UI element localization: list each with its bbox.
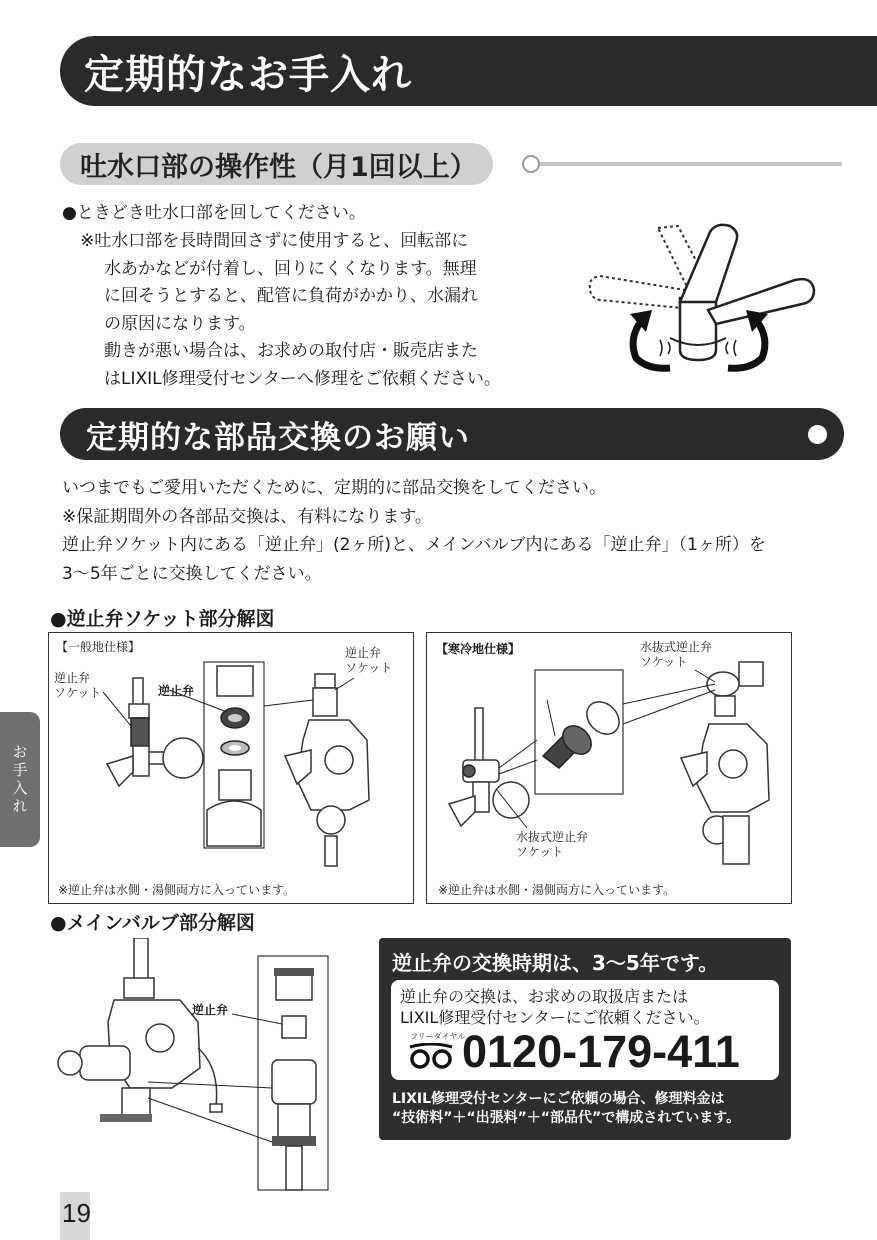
label-line: 水抜式逆止弁 (516, 830, 589, 844)
label-line: 逆止弁 (54, 671, 91, 685)
section1-dot (522, 155, 540, 173)
intro-line: ※保証期間外の各部品交換は、有料になります。 (62, 506, 432, 527)
note-line: はLIXIL修理受付センターへ修理をご依頼ください。 (104, 368, 501, 389)
label-line: ソケット (54, 686, 102, 700)
main-valve-label: 逆止弁 (192, 1003, 229, 1017)
side-tab (0, 712, 40, 847)
free-dial-label: フリーダイヤル (410, 1032, 466, 1041)
section2-header (60, 408, 844, 460)
label-line: ソケット (345, 661, 393, 675)
section1-header (60, 143, 493, 185)
main-valve-heading: ●メインバルブ部分解図 (50, 912, 255, 934)
label-line: ソケット (640, 655, 688, 669)
section1-bullet: ●ときどき吐水口部を回してください。 (62, 203, 366, 223)
label-line: 逆止弁 (345, 646, 382, 660)
main-valve-illustration (50, 938, 340, 1194)
section1-title: 吐水口部の操作性（月1回以上） (80, 151, 477, 183)
note-line: ※吐水口部を長時間回さずに使用すると、回転部に (80, 231, 469, 251)
note-line: 動きが悪い場合は、お求めの取付店・販売店また (104, 341, 478, 361)
general-spec-illustration (49, 660, 413, 882)
label-line: ソケット (516, 845, 564, 859)
section2-dot (808, 425, 827, 444)
fee-note-line-2: “技術料”＋“出張料”＋“部品代”で構成されています。 (392, 1110, 741, 1126)
page-number: 19 (62, 1198, 91, 1228)
contact-line-1: 逆止弁の交換は、お求めの取扱店または (400, 987, 689, 1006)
intro-line: 逆止弁ソケット内にある「逆止弁」(2ヶ所)と、メインバルブ内にある「逆止弁」（1ヶ所）を (62, 535, 766, 555)
free-dial-icon (408, 1043, 454, 1069)
phone-number[interactable]: 0120-179-411 (462, 1026, 740, 1077)
cold-spec-illustration (427, 660, 791, 882)
general-valve-label: 逆止弁 (158, 684, 195, 698)
page-title: 定期的なお手入れ (84, 51, 412, 98)
side-tab-label: お手入れ (10, 743, 29, 816)
section1-rule (540, 162, 842, 166)
fee-note-line-1: LIXIL修理受付センターにご依頼の場合、修理料金は (392, 1091, 725, 1107)
section1-note (80, 228, 501, 393)
faucet-rotation-illustration (580, 218, 820, 378)
replacement-info-title: 逆止弁の交換時期は、3～5年です。 (392, 951, 719, 975)
note-line: の原因になります。 (104, 313, 256, 334)
section2-title: 定期的な部品交換のお願い (86, 419, 470, 456)
main-header (60, 36, 877, 106)
cold-spec-note: ※逆止弁は水側・湯側両方に入っています。 (438, 883, 676, 897)
socket-diagram-heading: ●逆止弁ソケット部分解図 (50, 608, 275, 630)
intro-line: いつまでもご愛用いただくために、定期的に部品交換をしてください。 (62, 478, 606, 498)
note-line: 水あかなどが付着し、回りにくくなります。無理 (104, 258, 477, 279)
general-spec-label: 【一般地仕様】 (56, 640, 141, 654)
section2-intro (62, 474, 766, 588)
cold-spec-label: 【寒冷地仕様】 (436, 642, 521, 656)
note-line: に回そうとすると、配管に負荷がかかり、水漏れ (104, 286, 478, 306)
label-line: 水抜式逆止弁 (640, 640, 713, 654)
intro-line: 3～5年ごとに交換してください。 (62, 563, 322, 584)
general-spec-note: ※逆止弁は水側・湯側両方に入っています。 (58, 883, 296, 897)
contact-line-2: LIXIL修理受付センターにご依頼ください。 (400, 1008, 710, 1027)
